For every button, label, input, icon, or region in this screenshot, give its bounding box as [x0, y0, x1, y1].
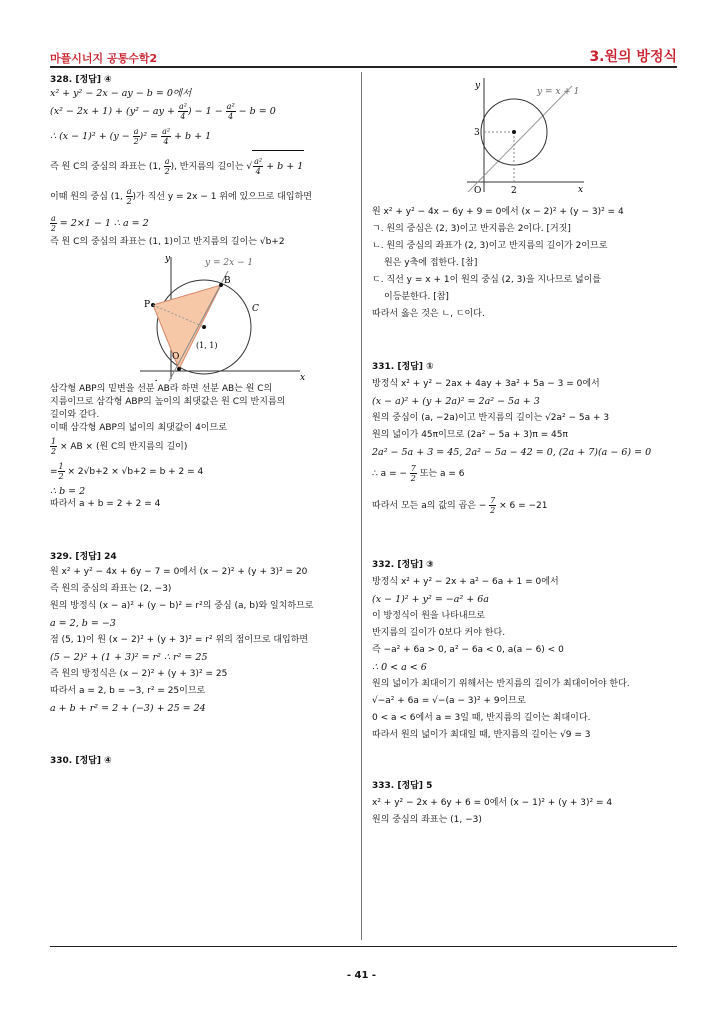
problem-328-text: 따라서 a + b = 2 + 2 = 4: [50, 499, 161, 509]
problem-332-line: (x − 1)² + y² = −a² + 6a: [372, 594, 489, 605]
problem-328-text: 이때 삼각형 ABP의 넓이의 최댓값이 4이므로: [50, 423, 227, 433]
problem-329-line: a = 2, b = −3: [50, 618, 116, 629]
header-book-title: 마플시너지 공통수학2: [50, 52, 158, 65]
problem-331-line: 방정식 x² + y² − 2ax + 4ay + 3a² + 5a − 3 = 0에서: [372, 379, 600, 389]
label-three: 3: [474, 128, 480, 138]
problem-332-line: 0 < a < 6에서 a = 3일 때, 반지름의 길이는 최대이다.: [372, 713, 591, 723]
column-divider: [361, 72, 362, 940]
problem-332-line: 즉 −a² + 6a > 0, a² − 6a < 0, a(a − 6) < 0: [372, 645, 564, 655]
problem-330-line: 따라서 옳은 것은 ㄴ, ㄷ이다.: [372, 309, 485, 319]
problem-328-line: 이때 원의 중심 (1, $\frac{a}{2}$ )가 직선 y = 2x − 1 위에 있으므로 대입하면: [50, 187, 312, 206]
label-c: C: [252, 304, 259, 314]
problem-328-line: ∴ (x − 1)² + (y − $\frac{a}{2}$ )² = $\frac{\text{a²}}{4}$ + b + 1: [50, 127, 212, 146]
problem-330-title: 330. [정답] ④: [50, 756, 112, 766]
problem-331-line: 원의 중심이 (a, −2a)이고 반지름의 길이는 √2a² − 5a + 3: [372, 413, 610, 423]
problem-330-line: ㄴ. 원의 중심의 좌표가 (2, 3)이고 반지름의 길이가 2이므로: [372, 241, 608, 251]
problem-329-line: 점 (5, 1)이 원 (x − 2)² + (y + 3)² = r² 위의 점이므로 대입하면: [50, 635, 309, 645]
figure-330-circle-diagram: [372, 72, 672, 200]
problem-332-title: 332. [정답] ③: [372, 560, 434, 570]
problem-328-line: 즉 원 C의 중심의 좌표는 (1, 1)이고 반지름의 길이는 √b+2: [50, 237, 285, 247]
problem-329-line: 즉 원의 방정식은 (x − 2)² + (y + 3)² = 25: [50, 669, 228, 679]
problem-329-line: 따라서 a = 2, b = −3, r² = 25이므로: [50, 686, 206, 696]
problem-332-line: 따라서 원의 넓이가 최대일 때, 반지름의 길이는 √9 = 3: [372, 730, 591, 740]
problem-328-text: 길이와 같다.: [50, 410, 100, 420]
problem-328-text: = $\frac{1}{2}$ × 2√b+2 × √b+2 = b + 2 = 4: [50, 462, 204, 481]
problem-333-title: 333. [정답] 5: [372, 781, 433, 791]
label-line: y = x + 1: [537, 87, 580, 97]
problem-329-line: 즉 원의 중심의 좌표는 (2, −3): [50, 584, 172, 594]
problem-333-line: 원의 중심의 좌표는 (1, −3): [372, 815, 482, 825]
label-minus-one: [146, 380, 159, 381]
problem-329-line: a + b + r² = 2 + (−3) + 25 = 24: [50, 703, 206, 714]
problem-328-text: 지름이므로 삼각형 ABP의 높이의 최댓값은 원 C의 반지름의: [50, 397, 286, 407]
label-x: x: [300, 373, 306, 381]
problem-332-line: ∴ 0 < a < 6: [372, 662, 427, 673]
problem-332-line: 반지름의 길이가 0보다 커야 한다.: [372, 628, 506, 638]
triangle-abp: [153, 285, 221, 369]
problem-330-line: 이등분한다. [참]: [384, 292, 449, 302]
problem-332-line: 이 방정식이 원을 나타내므로: [372, 611, 485, 621]
label-two: 2: [511, 186, 517, 196]
problem-332-line: √−a² + 6a = √−(a − 3)² + 9이므로: [372, 696, 526, 706]
problem-330-line: 원은 y축에 접한다. [참]: [384, 258, 478, 268]
problem-328-line: $\frac{a}{2}$ = 2×1 − 1 ∴ a = 2: [50, 214, 149, 233]
problem-329-line: 원의 방정식 (x − a)² + (y − b)² = r²의 중심 (a, b)와 일치하므로: [50, 601, 314, 611]
problem-330-line: 원 x² + y² − 4x − 6y + 9 = 0에서 (x − 2)² + (y − 3)² = 4: [372, 207, 624, 217]
problem-332-line: 원의 넓이가 최대이기 위해서는 반지름의 길이가 최대이어야 한다.: [372, 679, 630, 689]
problem-328-line: x² + y² − 2x − ay − b = 0에서: [50, 88, 192, 99]
problem-331-line: (x − a)² + (y + 2a)² = 2a² − 5a + 3: [372, 396, 540, 407]
point-b: [219, 283, 223, 287]
left-column: [50, 74, 352, 768]
problem-328-line: (x² − 2x + 1) + (y² − ay + $\frac{\text{a²}}{4}$ ) − 1 − $\frac{\text{a²}}{4}$ − b = 0: [50, 102, 276, 121]
label-p: P: [144, 300, 151, 310]
label-b: B: [224, 276, 231, 286]
problem-328-title: 328. [정답] ④: [50, 75, 112, 85]
label-o: O: [172, 352, 180, 362]
figure-328-circle-diagram: [50, 251, 350, 381]
problem-329-title: 329. [정답] 24: [50, 552, 117, 562]
problem-329-line: (5 − 2)² + (1 + 3)² = r² ∴ r² = 25: [50, 652, 208, 663]
problem-328-text: 삼각형 ABP의 밑변을 선분 AB라 하면 선분 AB는 원 C의: [50, 384, 273, 394]
problem-330-line: ㄱ. 원의 중심은 (2, 3)이고 반지름은 2이다. [거짓]: [372, 224, 571, 234]
problem-331-line: ∴ a = − $\frac{7}{2}$ 또는 a = 6: [372, 464, 465, 483]
label-y: y: [165, 254, 171, 264]
header-chapter-title: 3.원의 방정식: [589, 49, 677, 65]
problem-329-line: 원 x² + y² − 4x + 6y − 7 = 0에서 (x − 2)² + (y + 3)² = 20: [50, 567, 308, 577]
problem-331-line: 원의 넓이가 45π이므로 (2a² − 5a + 3)π = 45π: [372, 430, 568, 440]
problem-331-line: 2a² − 5a + 3 = 45, 2a² − 5a − 42 = 0, (2a + 7)(a − 6) = 0: [372, 447, 652, 458]
label-y: y: [475, 81, 481, 91]
problem-331-line: 따라서 모든 a의 값의 곱은 − $\frac{7}{2}$ × 6 = −21: [372, 496, 548, 515]
page-number: - 41 -: [346, 970, 377, 981]
point-a: [177, 367, 181, 371]
problem-328-text: ∴ b = 2: [50, 486, 86, 497]
header-rule: [50, 66, 677, 68]
center-point: [512, 130, 516, 134]
problem-328-line: 즉 원 C의 중심의 좌표는 (1, $\frac{a}{2}$ ), 반지름의 길이는 √ $\frac{\text{a²}}{4}$ + b + 1: [50, 150, 352, 182]
problem-333-line: x² + y² − 2x + 6y + 6 = 0에서 (x − 1)² + (y + 3)² = 4: [372, 798, 613, 808]
problem-331-title: 331. [정답] ①: [372, 362, 434, 372]
label-x: x: [578, 185, 584, 195]
footer-rule: [50, 946, 677, 947]
label-center: (1, 1): [196, 341, 218, 350]
right-column: [372, 72, 672, 829]
problem-330-line: ㄷ. 직선 y = x + 1이 원의 중심 (2, 3)을 지나므로 넓이를: [372, 275, 602, 285]
problem-332-line: 방정식 x² + y² − 2x + a² − 6a + 1 = 0에서: [372, 577, 559, 587]
problem-328-text: $\frac{1}{2}$ × AB × (원 C의 반지름의 길이): [51, 437, 188, 456]
label-line: y = 2x − 1: [205, 258, 254, 268]
label-o: O: [474, 186, 482, 196]
